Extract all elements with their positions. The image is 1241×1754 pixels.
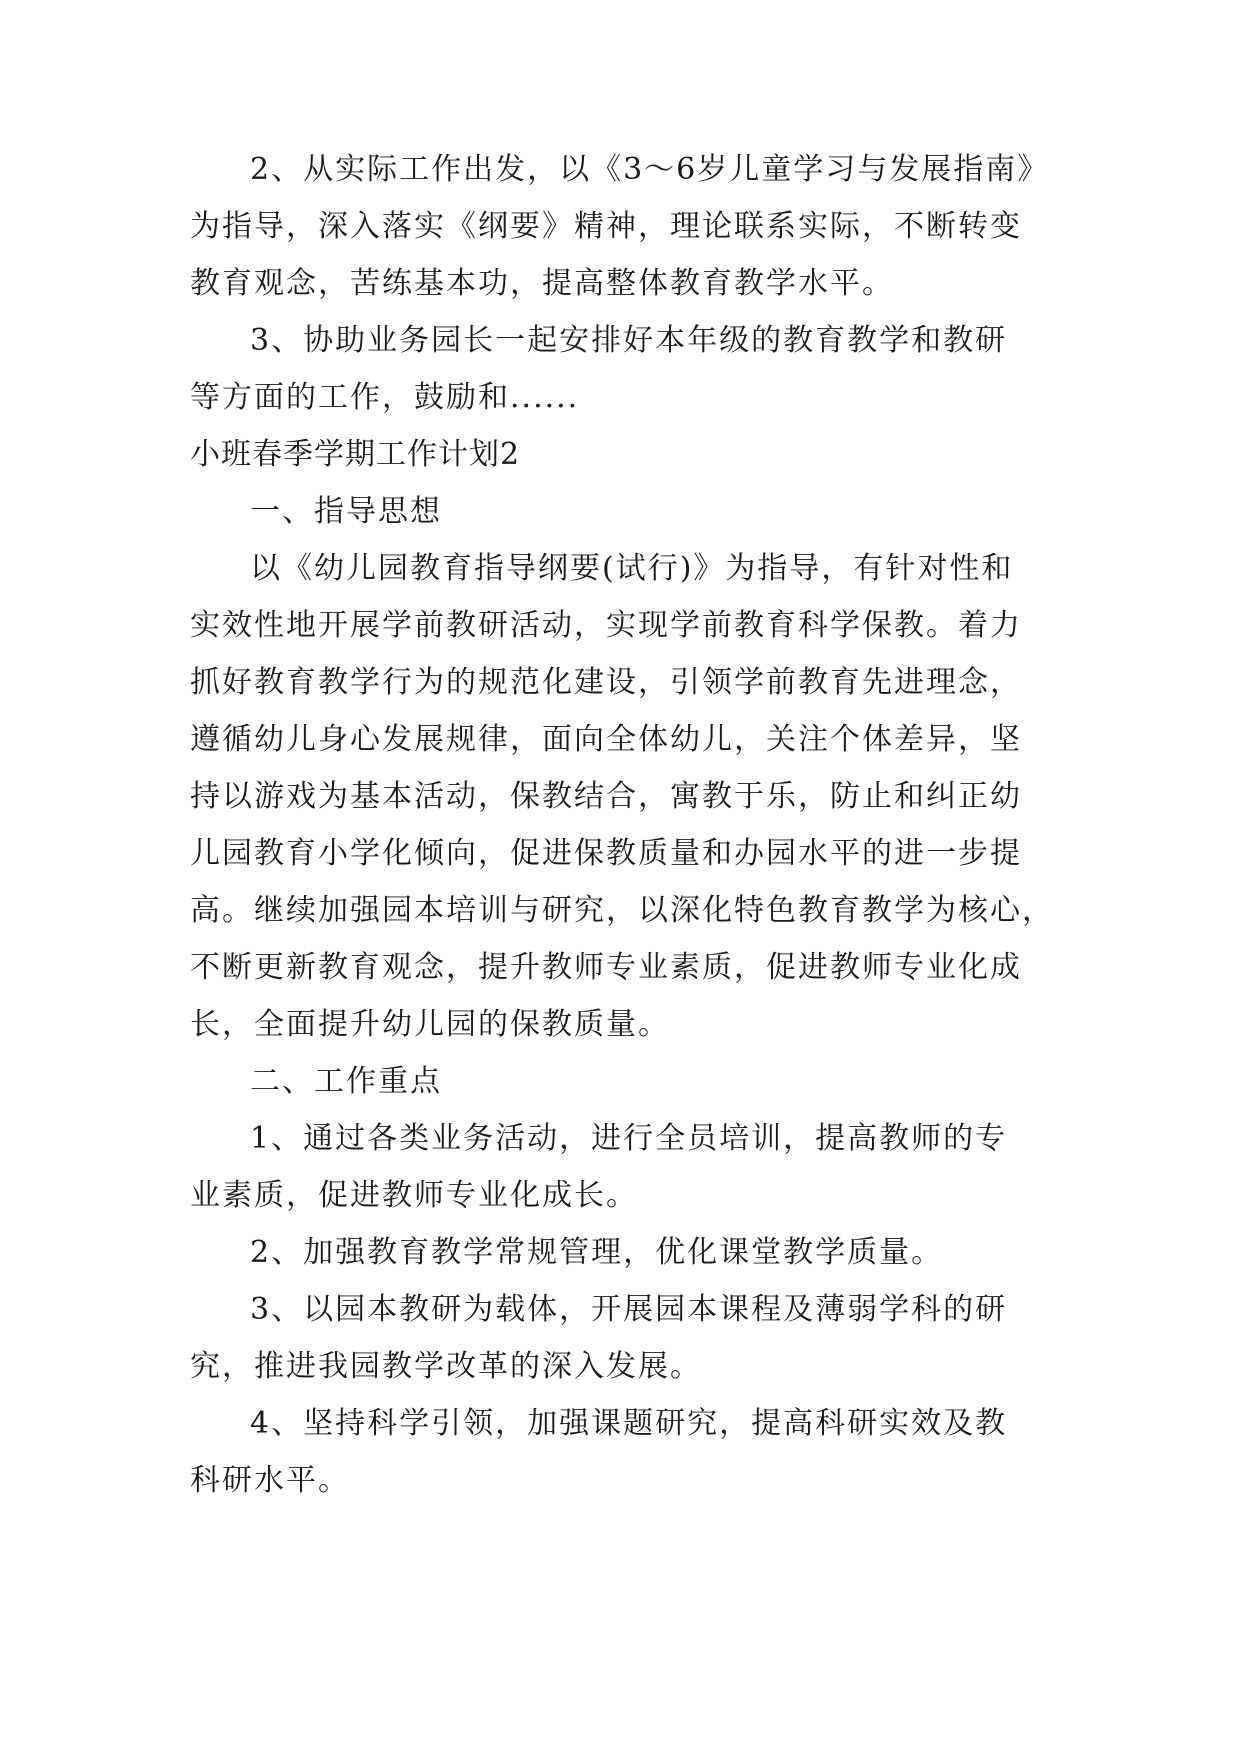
paragraph-line: 不断更新教育观念，提升教师专业素质，促进教师专业化成 [190, 950, 1022, 985]
paragraph-line: 4、坚持科学引领，加强课题研究，提高科研实效及教 [250, 1406, 1008, 1441]
paragraph-line: 科研水平。 [190, 1463, 350, 1498]
paragraph-line: 等方面的工作，鼓励和...... [190, 380, 580, 415]
paragraph-line: 实效性地开展学前教研活动，实现学前教育科学保教。着力 [190, 608, 1022, 643]
paragraph-line: 以《幼儿园教育指导纲要(试行)》为指导，有针对性和 [250, 551, 1014, 586]
paragraph-line: 3、以园本教研为载体，开展园本课程及薄弱学科的研 [250, 1292, 1008, 1327]
paragraph-line: 3、协助业务园长一起安排好本年级的教育教学和教研 [250, 323, 1008, 358]
paragraph-line: 长，全面提升幼儿园的保教质量。 [190, 1007, 670, 1042]
section-title: 小班春季学期工作计划2 [190, 437, 521, 472]
paragraph-line: 抓好教育教学行为的规范化建设，引领学前教育先进理念， [190, 665, 1022, 700]
paragraph-line: 高。继续加强园本培训与研究，以深化特色教育教学为核心， [190, 893, 1054, 928]
paragraph-line: 教育观念，苦练基本功，提高整体教育教学水平。 [190, 266, 894, 301]
paragraph-line: 1、通过各类业务活动，进行全员培训，提高教师的专 [250, 1121, 1008, 1156]
subheading: 二、工作重点 [250, 1064, 442, 1099]
paragraph-line: 遵循幼儿身心发展规律，面向全体幼儿，关注个体差异，坚 [190, 722, 1022, 757]
paragraph-line: 2、加强教育教学常规管理，优化课堂教学质量。 [250, 1235, 944, 1270]
paragraph-line: 业素质，促进教师专业化成长。 [190, 1178, 638, 1213]
paragraph-line: 持以游戏为基本活动，保教结合，寓教于乐，防止和纠正幼 [190, 779, 1022, 814]
paragraph-line: 为指导，深入落实《纲要》精神，理论联系实际，不断转变 [190, 209, 1022, 244]
paragraph-line: 究，推进我园教学改革的深入发展。 [190, 1349, 702, 1384]
paragraph-line: 儿园教育小学化倾向，促进保教质量和办园水平的进一步提 [190, 836, 1022, 871]
subheading: 一、指导思想 [250, 494, 442, 529]
paragraph-line: 2、从实际工作出发，以《3～6岁儿童学习与发展指南》 [250, 152, 1050, 187]
